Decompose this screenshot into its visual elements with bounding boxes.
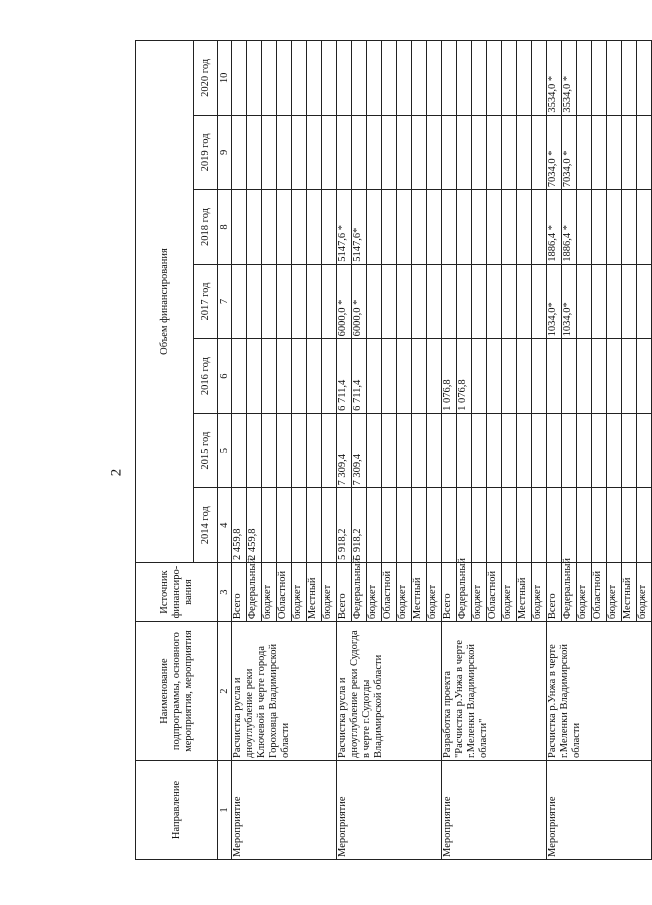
amount-cell	[472, 190, 487, 265]
amount-cell	[577, 339, 592, 414]
amount-cell: 7 309,4	[352, 413, 367, 488]
amount-cell	[412, 41, 427, 116]
amount-cell	[622, 115, 637, 190]
amount-cell	[307, 41, 322, 116]
source-label-cell: Местный	[517, 563, 532, 622]
source-label-cell: Всего	[547, 563, 562, 622]
amount-cell	[562, 339, 577, 414]
amount-cell	[607, 41, 622, 116]
amount-cell	[352, 41, 367, 116]
amount-cell	[592, 488, 607, 563]
amount-cell	[412, 115, 427, 190]
amount-cell	[262, 41, 277, 116]
header-source: Источник финансиро-вания	[136, 563, 218, 622]
amount-cell	[487, 41, 502, 116]
amount-cell	[487, 488, 502, 563]
amount-cell	[472, 488, 487, 563]
amount-cell	[547, 339, 562, 414]
amount-cell	[247, 41, 262, 116]
amount-cell: 5 918,2	[337, 488, 352, 563]
amount-cell	[637, 264, 652, 339]
amount-cell: 6 711,4	[337, 339, 352, 414]
amount-cell	[457, 264, 472, 339]
amount-cell	[637, 339, 652, 414]
amount-cell	[517, 264, 532, 339]
table-row	[337, 41, 352, 860]
amount-cell	[367, 413, 382, 488]
amount-cell	[442, 488, 457, 563]
amount-cell	[592, 339, 607, 414]
amount-cell	[472, 115, 487, 190]
source-label-cell: Местный	[412, 563, 427, 622]
rotated-table-wrapper	[135, 40, 648, 860]
amount-cell	[637, 413, 652, 488]
amount-cell	[277, 190, 292, 265]
amount-cell	[262, 413, 277, 488]
measure-name-cell: Расчистка р.Унжа в черте г.Меленки Владимирской области	[547, 622, 652, 761]
amount-cell	[622, 41, 637, 116]
amount-cell	[517, 413, 532, 488]
amount-cell	[382, 190, 397, 265]
amount-cell	[592, 264, 607, 339]
column-number: 2	[218, 622, 232, 761]
amount-cell	[547, 488, 562, 563]
source-label-cell: Федеральный	[457, 563, 472, 622]
amount-cell	[367, 488, 382, 563]
amount-cell	[232, 413, 247, 488]
amount-cell	[427, 488, 442, 563]
amount-cell	[367, 339, 382, 414]
amount-cell	[592, 115, 607, 190]
amount-cell	[577, 264, 592, 339]
source-label-cell: Областной	[382, 563, 397, 622]
source-label-cell: бюджет	[472, 563, 487, 622]
amount-cell	[547, 413, 562, 488]
amount-cell	[352, 115, 367, 190]
amount-cell	[232, 190, 247, 265]
amount-cell	[532, 339, 547, 414]
source-label-cell: бюджет	[262, 563, 277, 622]
amount-cell	[277, 115, 292, 190]
amount-cell	[307, 190, 322, 265]
amount-cell	[637, 190, 652, 265]
amount-cell	[637, 115, 652, 190]
amount-cell: 1 076,8	[442, 339, 457, 414]
column-number: 5	[218, 413, 232, 488]
amount-cell	[487, 413, 502, 488]
column-number: 6	[218, 339, 232, 414]
source-label-cell: бюджет	[532, 563, 547, 622]
column-number: 10	[218, 41, 232, 116]
amount-cell	[322, 190, 337, 265]
amount-cell	[292, 413, 307, 488]
amount-cell: 3534,0 *	[562, 41, 577, 116]
amount-cell	[277, 41, 292, 116]
amount-cell	[517, 41, 532, 116]
source-label-cell: бюджет	[367, 563, 382, 622]
amount-cell	[292, 264, 307, 339]
amount-cell	[502, 488, 517, 563]
amount-cell	[442, 115, 457, 190]
source-label-cell: Федеральный	[247, 563, 262, 622]
amount-cell	[232, 41, 247, 116]
amount-cell	[412, 339, 427, 414]
amount-cell	[382, 264, 397, 339]
amount-cell	[562, 488, 577, 563]
amount-cell	[502, 190, 517, 265]
source-label-cell: Федеральный	[352, 563, 367, 622]
amount-cell	[247, 413, 262, 488]
header-year: 2017 год	[194, 264, 218, 339]
amount-cell	[577, 115, 592, 190]
header-volume: Объем финансирования	[136, 41, 194, 563]
amount-cell	[472, 264, 487, 339]
amount-cell	[487, 339, 502, 414]
amount-cell: 7034,0 *	[547, 115, 562, 190]
amount-cell	[607, 488, 622, 563]
amount-cell	[307, 264, 322, 339]
amount-cell	[322, 264, 337, 339]
amount-cell	[292, 41, 307, 116]
measure-name-cell: Разработка проекта "Расчистка р.Унжа в черте г.Меленки Владимирской области"	[442, 622, 547, 761]
amount-cell	[292, 488, 307, 563]
amount-cell	[607, 115, 622, 190]
column-number: 1	[218, 761, 232, 860]
source-label-cell: бюджет	[427, 563, 442, 622]
amount-cell	[397, 264, 412, 339]
amount-cell	[637, 41, 652, 116]
amount-cell: 6000,0 *	[337, 264, 352, 339]
amount-cell	[427, 115, 442, 190]
amount-cell	[322, 488, 337, 563]
amount-cell	[292, 190, 307, 265]
amount-cell	[517, 190, 532, 265]
amount-cell	[382, 488, 397, 563]
amount-cell: 5147,6*	[352, 190, 367, 265]
source-label-cell: Областной	[277, 563, 292, 622]
amount-cell	[367, 41, 382, 116]
source-label-cell: Местный	[307, 563, 322, 622]
amount-cell	[607, 339, 622, 414]
amount-cell	[442, 41, 457, 116]
amount-cell	[322, 339, 337, 414]
column-number: 4	[218, 488, 232, 563]
column-number: 9	[218, 115, 232, 190]
measure-name-cell: Расчистка русла и дноуглубление реки Ключевой в черте города Гороховца Владимирской области	[232, 622, 337, 761]
direction-cell: Мероприятие	[547, 761, 652, 860]
amount-cell	[397, 115, 412, 190]
amount-cell	[427, 264, 442, 339]
amount-cell	[577, 41, 592, 116]
amount-cell	[532, 115, 547, 190]
page-number: 2	[108, 468, 125, 477]
amount-cell	[232, 115, 247, 190]
amount-cell: 6000,0 *	[352, 264, 367, 339]
source-label-cell: Областной	[487, 563, 502, 622]
amount-cell	[472, 339, 487, 414]
column-number: 8	[218, 190, 232, 265]
amount-cell	[277, 264, 292, 339]
amount-cell	[442, 264, 457, 339]
amount-cell: 1034,0*	[547, 264, 562, 339]
amount-cell: 2 459,8	[232, 488, 247, 563]
amount-cell	[592, 413, 607, 488]
amount-cell	[382, 115, 397, 190]
table-row	[232, 41, 247, 860]
amount-cell	[277, 488, 292, 563]
header-year: 2018 год	[194, 190, 218, 265]
amount-cell	[622, 264, 637, 339]
amount-cell: 3534,0 *	[547, 41, 562, 116]
source-label-cell: бюджет	[322, 563, 337, 622]
amount-cell	[457, 115, 472, 190]
amount-cell	[412, 488, 427, 563]
amount-cell	[517, 488, 532, 563]
header-year: 2019 год	[194, 115, 218, 190]
amount-cell	[382, 339, 397, 414]
amount-cell	[622, 190, 637, 265]
amount-cell: 1 076,8	[457, 339, 472, 414]
source-label-cell: бюджет	[292, 563, 307, 622]
amount-cell	[322, 413, 337, 488]
direction-cell: Мероприятие	[337, 761, 442, 860]
amount-cell	[367, 115, 382, 190]
amount-cell	[247, 339, 262, 414]
amount-cell	[292, 115, 307, 190]
amount-cell	[337, 41, 352, 116]
amount-cell	[532, 413, 547, 488]
amount-cell	[367, 264, 382, 339]
amount-cell	[532, 41, 547, 116]
amount-cell	[307, 413, 322, 488]
direction-cell: Мероприятие	[232, 761, 337, 860]
amount-cell	[577, 413, 592, 488]
amount-cell	[622, 413, 637, 488]
amount-cell	[457, 488, 472, 563]
amount-cell	[277, 339, 292, 414]
amount-cell	[232, 339, 247, 414]
source-label-cell: Местный	[622, 563, 637, 622]
amount-cell	[292, 339, 307, 414]
amount-cell	[262, 339, 277, 414]
amount-cell	[247, 190, 262, 265]
amount-cell	[427, 190, 442, 265]
amount-cell: 1034,0*	[562, 264, 577, 339]
amount-cell	[502, 115, 517, 190]
amount-cell	[502, 41, 517, 116]
amount-cell	[307, 115, 322, 190]
amount-cell	[457, 41, 472, 116]
amount-cell: 6 711,4	[352, 339, 367, 414]
source-label-cell: Всего	[232, 563, 247, 622]
table-row	[442, 41, 457, 860]
amount-cell	[487, 190, 502, 265]
source-label-cell: Всего	[337, 563, 352, 622]
amount-cell	[412, 413, 427, 488]
amount-cell	[397, 339, 412, 414]
amount-cell: 1886,4 *	[547, 190, 562, 265]
amount-cell	[427, 339, 442, 414]
amount-cell	[457, 413, 472, 488]
amount-cell	[502, 264, 517, 339]
amount-cell	[472, 413, 487, 488]
amount-cell: 2 459,8	[247, 488, 262, 563]
header-name: Наименование подпрограммы, основного мероприятия, мероприятия	[136, 622, 218, 761]
amount-cell: 5 918,2	[352, 488, 367, 563]
amount-cell	[442, 190, 457, 265]
amount-cell	[397, 190, 412, 265]
amount-cell: 7034,0 *	[562, 115, 577, 190]
amount-cell	[262, 115, 277, 190]
amount-cell	[502, 413, 517, 488]
source-label-cell: бюджет	[637, 563, 652, 622]
amount-cell	[442, 413, 457, 488]
header-direction: Направление	[136, 761, 218, 860]
amount-cell	[562, 413, 577, 488]
amount-cell	[577, 190, 592, 265]
amount-cell	[637, 488, 652, 563]
amount-cell	[517, 115, 532, 190]
amount-cell	[262, 488, 277, 563]
amount-cell	[397, 413, 412, 488]
amount-cell	[247, 115, 262, 190]
amount-cell	[622, 339, 637, 414]
amount-cell	[592, 190, 607, 265]
amount-cell	[427, 413, 442, 488]
amount-cell	[532, 190, 547, 265]
direction-cell: Мероприятие	[442, 761, 547, 860]
amount-cell	[592, 41, 607, 116]
amount-cell	[412, 264, 427, 339]
amount-cell	[607, 413, 622, 488]
column-number: 7	[218, 264, 232, 339]
amount-cell	[622, 488, 637, 563]
source-label-cell: бюджет	[607, 563, 622, 622]
amount-cell	[337, 115, 352, 190]
source-label-cell: бюджет	[502, 563, 517, 622]
table-row	[547, 41, 562, 860]
financing-table	[135, 40, 652, 860]
measure-name-cell: Расчистка русла и дноуглубление реки Судогда в черте г.Судогды Владимирской области	[337, 622, 442, 761]
amount-cell	[472, 41, 487, 116]
amount-cell	[307, 488, 322, 563]
source-label-cell: бюджет	[577, 563, 592, 622]
header-year: 2016 год	[194, 339, 218, 414]
amount-cell	[322, 41, 337, 116]
amount-cell	[427, 41, 442, 116]
amount-cell	[502, 339, 517, 414]
amount-cell	[232, 264, 247, 339]
source-label-cell: бюджет	[397, 563, 412, 622]
source-label-cell: Всего	[442, 563, 457, 622]
header-year: 2014 год	[194, 488, 218, 563]
amount-cell	[262, 190, 277, 265]
header-year: 2020 год	[194, 41, 218, 116]
amount-cell	[397, 488, 412, 563]
amount-cell	[277, 413, 292, 488]
amount-cell: 1886,4 *	[562, 190, 577, 265]
amount-cell	[412, 190, 427, 265]
amount-cell	[487, 115, 502, 190]
amount-cell	[607, 190, 622, 265]
amount-cell	[262, 264, 277, 339]
amount-cell	[307, 339, 322, 414]
amount-cell	[247, 264, 262, 339]
amount-cell	[532, 488, 547, 563]
column-number: 3	[218, 563, 232, 622]
amount-cell	[487, 264, 502, 339]
amount-cell	[577, 488, 592, 563]
amount-cell	[382, 413, 397, 488]
amount-cell	[322, 115, 337, 190]
amount-cell	[532, 264, 547, 339]
amount-cell	[397, 41, 412, 116]
amount-cell	[367, 190, 382, 265]
source-label-cell: Федеральный	[562, 563, 577, 622]
amount-cell: 5147,6 *	[337, 190, 352, 265]
amount-cell	[607, 264, 622, 339]
source-label-cell: Областной	[592, 563, 607, 622]
amount-cell	[382, 41, 397, 116]
header-year: 2015 год	[194, 413, 218, 488]
amount-cell	[457, 190, 472, 265]
amount-cell: 7 309,4	[337, 413, 352, 488]
amount-cell	[517, 339, 532, 414]
